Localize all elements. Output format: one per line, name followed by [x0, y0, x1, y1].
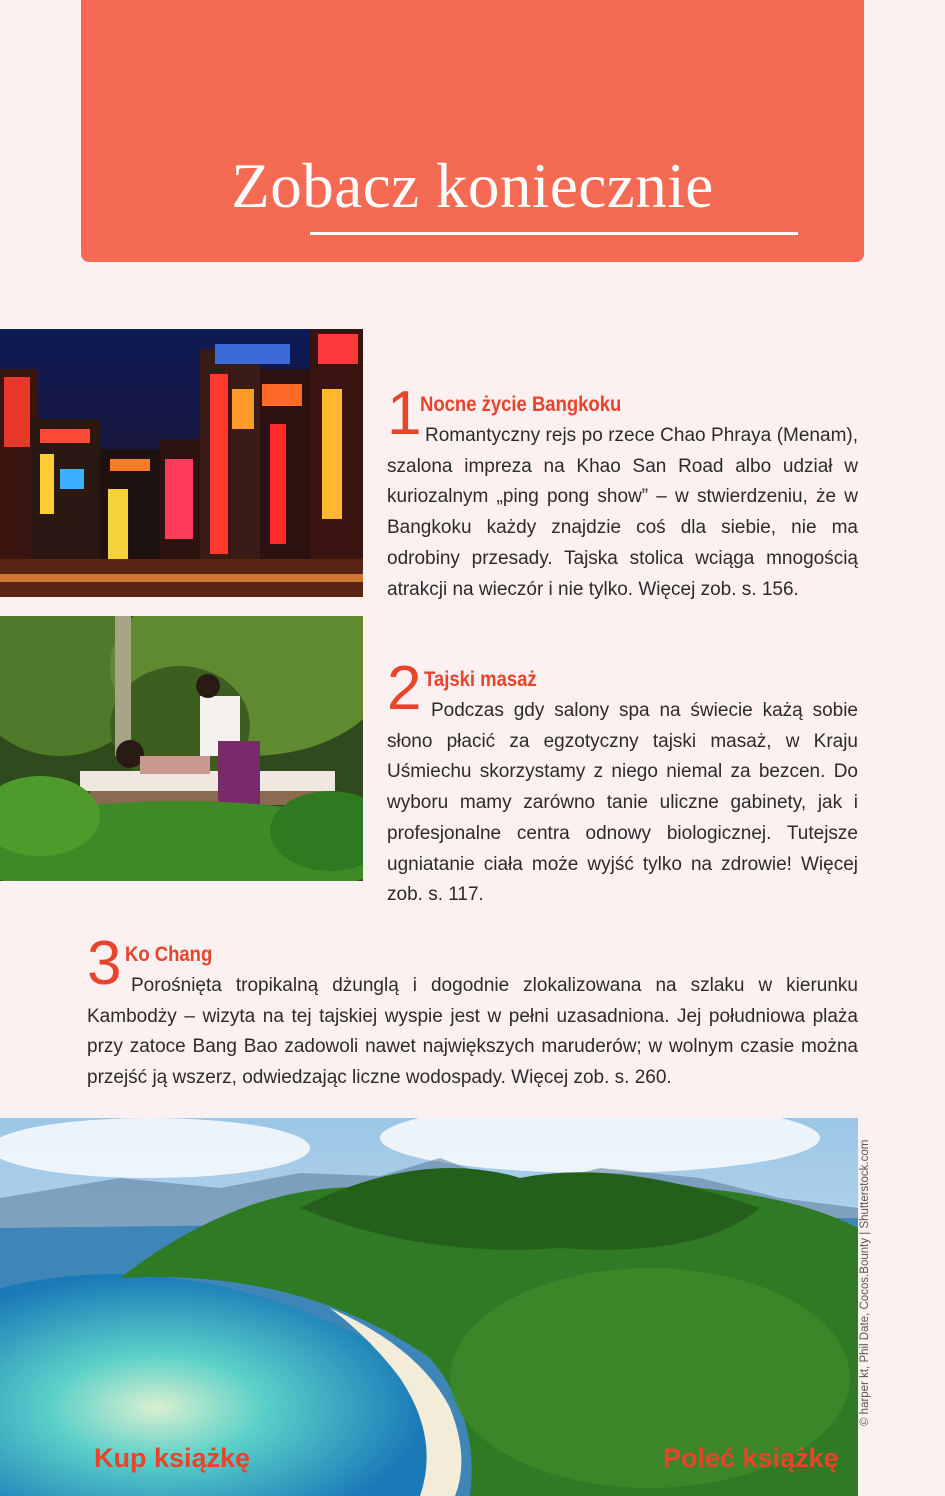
- list-item: [387, 654, 858, 906]
- photo-credit: © harper kt, Phil Date, Cocos.Bounty | Shutterstock.com: [859, 1139, 871, 1426]
- recommend-book-link[interactable]: Poleć książkę: [663, 1443, 839, 1473]
- header-banner: [81, 0, 864, 262]
- item-number: 1: [387, 379, 422, 448]
- item-title: Nocne życie Bangkoku: [420, 393, 622, 416]
- page-title: Zobacz koniecznie: [231, 151, 714, 221]
- list-item: [87, 929, 858, 1101]
- item-number: 2: [387, 654, 422, 723]
- item-title: Ko Chang: [125, 943, 213, 966]
- list-item: [387, 379, 858, 606]
- buy-book-link[interactable]: Kup książkę: [94, 1443, 251, 1473]
- item-description: Porośnięta tropikalną dżunglą i dogodnie zlokalizowana na szlaku w kierunku Kambodży – wizyta na tej tajskiej wyspie jest w pełni uzasadniona. Jej południowa plaża przy zatoce Bang Bao zadowoli nawet największych maruderów; w wolnym czasie można przejść ją wszerz, odwiedzając liczne wodospady. Więcej zob. s. 260.: [87, 975, 858, 1089]
- item-description: Romantyczny rejs po rzece Chao Phraya (Menam), szalona impreza na Khao San Road albo udział w kuriozalnym „ping pong show” – w stwierdzeniu, że w Bangkoku każdy znajdzie coś dla siebie, nie ma odrobiny przesady. Tajska stolica wciąga mnogością atrakcji na wieczór i nie tylko. Więcej zob. s. 156.: [387, 425, 858, 600]
- photo-thai-massage: [0, 616, 363, 881]
- title-underline: [310, 232, 798, 235]
- item-number: 3: [87, 929, 122, 998]
- item-description: Podczas gdy salony spa na świecie każą sobie słono płacić za egzotyczny tajski masaż, w Kraju Uśmiechu skorzystamy z niego niemal za bezcen. Do wyboru mamy zarówno tanie uliczne gabinety, jak i profesjonalne centra odnowy biologicznej. Tutejsze ugniatanie ciała może wyjść tylko na zdrowie! Więcej zob. s. 117.: [387, 700, 858, 906]
- photo-bangkok-night: [0, 329, 363, 597]
- item-title: Tajski masaż: [424, 668, 537, 691]
